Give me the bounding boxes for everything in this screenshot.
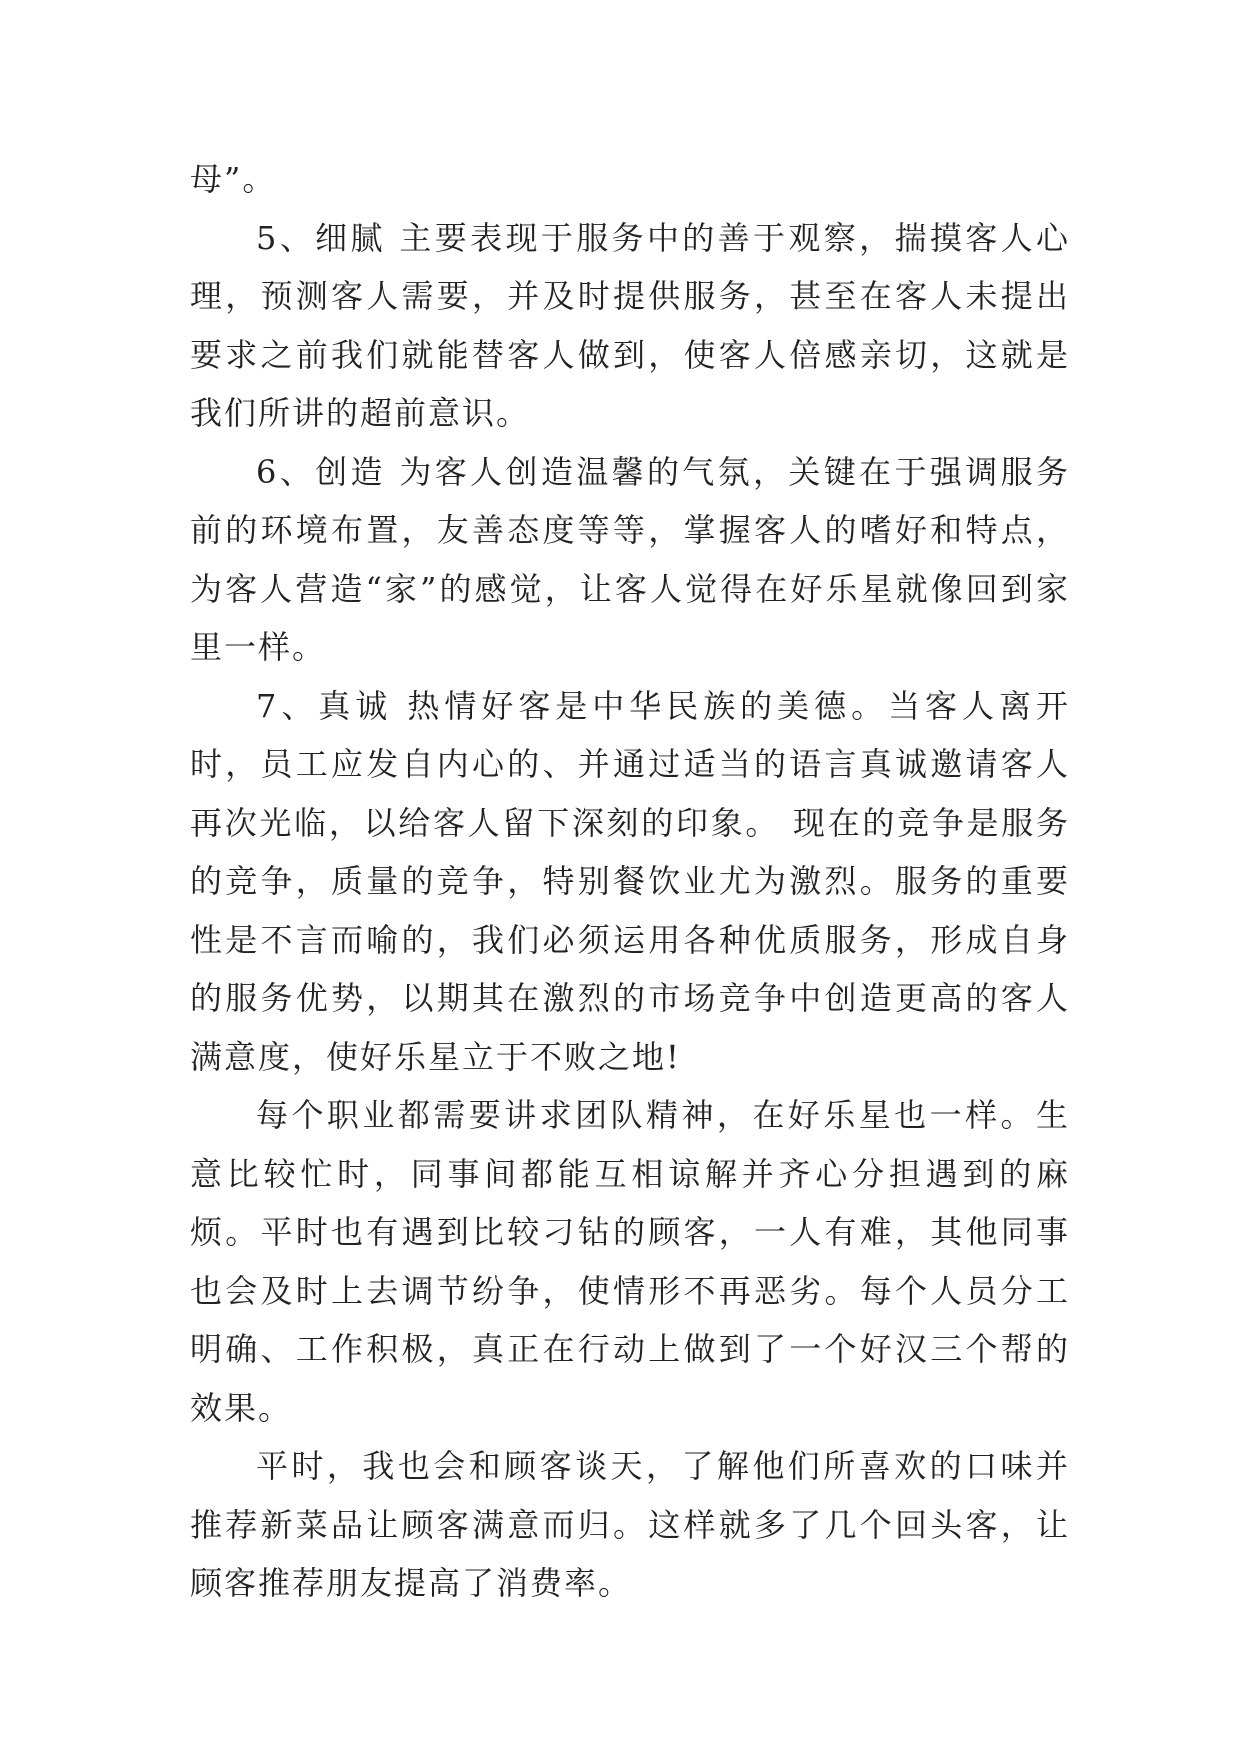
paragraph-item-5: 5、细腻 主要表现于服务中的善于观察，揣摸客人心理，预测客人需要，并及时提供服务，甚至在客人未提出要求之前我们就能替客人做到，使客人倍感亲切，这就是我们所讲的超前意识。 bbox=[190, 218, 1070, 432]
paragraph-continuation: 母”。 bbox=[190, 160, 277, 198]
document-body bbox=[190, 150, 1070, 1613]
paragraph-customers: 平时，我也会和顾客谈天，了解他们所喜欢的口味并推荐新菜品让顾客满意而归。这样就多了几个回头客，让顾客推荐朋友提高了消费率。 bbox=[190, 1447, 1070, 1602]
paragraph-item-7: 7、真诚 热情好客是中华民族的美德。当客人离开时，员工应发自内心的、并通过适当的语言真诚邀请客人再次光临，以给客人留下深刻的印象。 现在的竞争是服务的竞争，质量的竞争，特别餐饮业尤为激烈。服务的重要性是不言而喻的，我们必须运用各种优质服务，形成自身的服务优势，以期其在激烈的市场竞争中创造更高的客人满意度，使好乐星立于不败之地! bbox=[190, 686, 1070, 1076]
paragraph-teamwork: 每个职业都需要讲求团队精神，在好乐星也一样。生意比较忙时，同事间都能互相谅解并齐心分担遇到的麻烦。平时也有遇到比较刁钻的顾客，一人有难，其他同事也会及时上去调节纷争，使情形不再恶劣。每个人员分工明确、工作积极，真正在行动上做到了一个好汉三个帮的效果。 bbox=[190, 1096, 1070, 1427]
paragraph-item-6: 6、创造 为客人创造温馨的气氛，关键在于强调服务前的环境布置，友善态度等等，掌握客人的嗜好和特点，为客人营造“家”的感觉，让客人觉得在好乐星就像回到家里一样。 bbox=[190, 452, 1070, 666]
